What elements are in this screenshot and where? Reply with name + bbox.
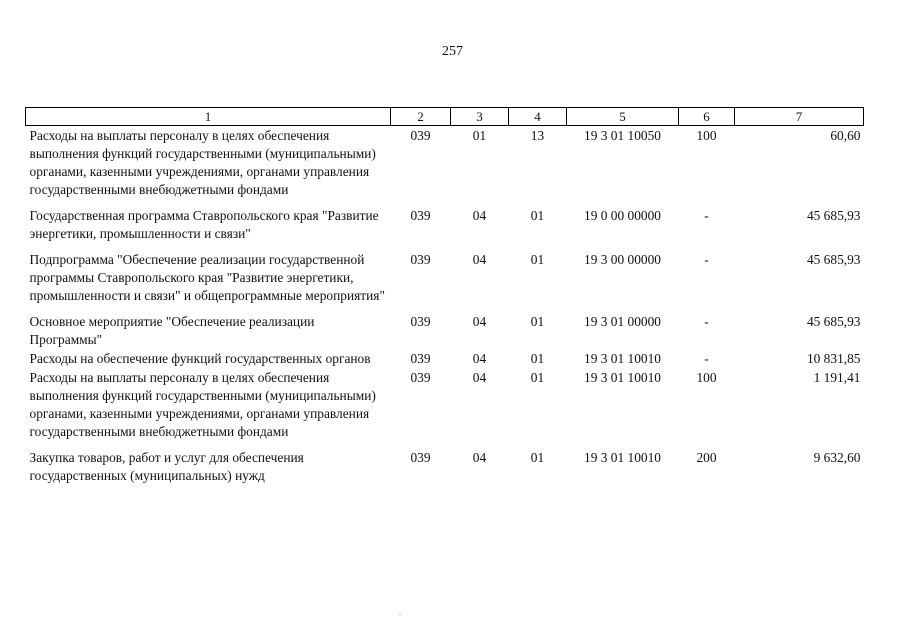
row-subsection-code: 13 <box>530 128 545 143</box>
row-amount: 1 191,41 <box>813 370 861 385</box>
column-header-7: 7 <box>735 108 864 126</box>
table-row <box>26 206 864 250</box>
row-section-code: 04 <box>472 314 487 329</box>
row-section-code: 04 <box>472 370 487 385</box>
row-target-code: 19 3 01 10050 <box>584 128 661 143</box>
row-target-code: 19 0 00 00000 <box>584 208 661 223</box>
row-subsection-code: 01 <box>530 351 545 366</box>
row-section-code: 01 <box>472 128 487 143</box>
row-ministry-code: 039 <box>410 450 431 465</box>
column-header-4: 4 <box>509 108 567 126</box>
row-expense-type: - <box>704 252 709 267</box>
row-section-code: 04 <box>472 351 487 366</box>
row-section-code: 04 <box>472 208 487 223</box>
row-target-code: 19 3 01 10010 <box>584 370 661 385</box>
row-ministry-code: 039 <box>410 314 431 329</box>
column-header-2: 2 <box>391 108 451 126</box>
row-target-code: 19 3 00 00000 <box>584 252 661 267</box>
row-amount: 45 685,93 <box>806 208 861 223</box>
scan-artifact-dot <box>399 614 401 615</box>
row-section-code: 04 <box>472 252 487 267</box>
table-row <box>26 448 864 485</box>
row-subsection-code: 01 <box>530 314 545 329</box>
row-amount: 10 831,85 <box>806 351 861 366</box>
table-row <box>26 312 864 349</box>
column-header-3: 3 <box>451 108 509 126</box>
row-ministry-code: 039 <box>410 208 431 223</box>
row-expense-type: - <box>704 314 709 329</box>
row-name: Расходы на выплаты персоналу в целях обеспечения выполнения функций государственными (муниципальными) органами, казенными учреждениями, органами управления государственными внебюджетными фондами <box>29 128 376 197</box>
row-name: Расходы на обеспечение функций государственных органов <box>29 351 371 366</box>
row-expense-type: 100 <box>696 128 717 143</box>
row-ministry-code: 039 <box>410 128 431 143</box>
row-amount: 60,60 <box>830 128 861 143</box>
budget-table <box>25 107 864 485</box>
column-number-header-row <box>26 108 864 126</box>
row-subsection-code: 01 <box>530 450 545 465</box>
row-name: Основное мероприятие "Обеспечение реализации Программы" <box>29 314 315 347</box>
table-row <box>26 368 864 448</box>
row-section-code: 04 <box>472 450 487 465</box>
table-row <box>26 349 864 368</box>
row-name: Расходы на выплаты персоналу в целях обеспечения выполнения функций государственными (муниципальными) органами, казенными учреждениями, органами управления государственными внебюджетными фондами <box>29 370 376 439</box>
row-amount: 45 685,93 <box>806 252 861 267</box>
row-ministry-code: 039 <box>410 252 431 267</box>
row-subsection-code: 01 <box>530 208 545 223</box>
row-name: Подпрограмма "Обеспечение реализации государственной программы Ставропольского края "Развитие энергетики, промышленности и связи" и общепрограммные мероприятия" <box>29 252 385 303</box>
row-target-code: 19 3 01 10010 <box>584 450 661 465</box>
row-expense-type: - <box>704 208 709 223</box>
row-subsection-code: 01 <box>530 252 545 267</box>
row-expense-type: 200 <box>696 450 717 465</box>
table-row <box>26 250 864 312</box>
table-row <box>26 126 864 207</box>
row-ministry-code: 039 <box>410 370 431 385</box>
row-target-code: 19 3 01 10010 <box>584 351 661 366</box>
row-ministry-code: 039 <box>410 351 431 366</box>
row-subsection-code: 01 <box>530 370 545 385</box>
row-amount: 45 685,93 <box>806 314 861 329</box>
column-header-5: 5 <box>567 108 679 126</box>
row-amount: 9 632,60 <box>813 450 861 465</box>
row-expense-type: 100 <box>696 370 717 385</box>
column-header-1: 1 <box>26 108 391 126</box>
row-target-code: 19 3 01 00000 <box>584 314 661 329</box>
row-expense-type: - <box>704 351 709 366</box>
page-number: 257 <box>442 44 463 59</box>
column-header-6: 6 <box>679 108 735 126</box>
row-name: Государственная программа Ставропольского края "Развитие энергетики, промышленности и связи" <box>29 208 379 241</box>
row-name: Закупка товаров, работ и услуг для обеспечения государственных (муниципальных) нужд <box>29 450 304 483</box>
